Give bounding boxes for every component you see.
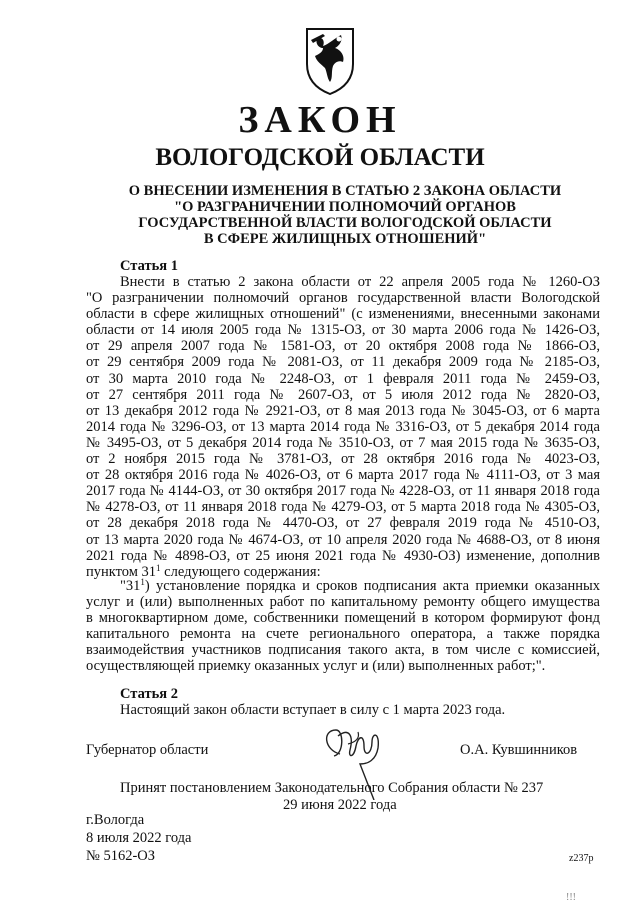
- heading-line: В СФЕРЕ ЖИЛИЩНЫХ ОТНОШЕНИЙ": [203, 231, 487, 247]
- quote-line: взаимодействия участников подписания такого акта, в том числе с комиссией,: [86, 642, 600, 659]
- heading-line: ГОСУДАРСТВЕННОЙ ВЛАСТИ ВОЛОГОДСКОЙ ОБЛАСТИ: [138, 215, 552, 231]
- article-1-line: от 27 сентября 2011 года № 2607-ОЗ, от 5 июля 2012 года № 2820-ОЗ,: [86, 386, 600, 403]
- adoption-line-2: 29 июня 2022 года: [283, 797, 397, 813]
- footer-number: № 5162-ОЗ: [86, 848, 156, 864]
- footer-city: г.Вологда: [86, 812, 145, 828]
- page-marker: !!!: [566, 892, 576, 903]
- article-1-line: от 30 марта 2010 года № 2248-ОЗ, от 1 февраля 2011 года № 2459-ОЗ,: [86, 370, 600, 387]
- article-1-line: 2014 года № 3296-ОЗ, от 13 марта 2014 года № 3316-ОЗ, от 5 декабря 2014 года: [86, 418, 600, 435]
- article-1-line: № 3495-ОЗ, от 5 декабря 2014 года № 3510-ОЗ, от 7 мая 2015 года № 3635-ОЗ,: [86, 434, 600, 451]
- quote-line: осуществляющей приемку оказанных услуг и (или) выполненных работ;".: [86, 658, 546, 675]
- governor-position: Губернатор области: [86, 742, 209, 758]
- article-2-text: Настоящий закон области вступает в силу с 1 марта 2023 года.: [120, 702, 506, 718]
- article-1-body: [86, 274, 600, 580]
- article-2-title: Статья 2: [120, 686, 178, 702]
- article-1-title: Статья 1: [120, 258, 178, 274]
- article-1-quote: [86, 578, 600, 675]
- quote-prefix: "31: [120, 578, 141, 594]
- article-1-line: № 4278-ОЗ, от 11 января 2018 года № 4279-ОЗ, от 5 марта 2018 года № 4305-ОЗ,: [86, 499, 600, 516]
- document-subtitle: ВОЛОГОДСКОЙ ОБЛАСТИ: [155, 144, 485, 171]
- footer-code: z237p: [569, 853, 594, 864]
- article-1-line: от 2 ноября 2015 года № 3781-ОЗ, от 28 октября 2016 года № 4023-ОЗ,: [86, 451, 600, 468]
- quote-superscript: 1: [140, 578, 145, 587]
- heading-line: О ВНЕСЕНИИ ИЗМЕНЕНИЯ В СТАТЬЮ 2 ЗАКОНА ОБЛАСТИ: [128, 183, 562, 199]
- article-1-line: области от 14 июля 2005 года № 1315-ОЗ, от 30 марта 2006 года № 1426-ОЗ,: [86, 322, 600, 339]
- article-1-line: от 28 декабря 2018 года № 4470-ОЗ, от 27 февраля 2019 года № 4510-ОЗ,: [86, 515, 600, 532]
- article-1-line: "О разграничении полномочий органов государственной власти Вологодской: [86, 290, 600, 307]
- article-1-line: от 29 апреля 2007 года № 1581-ОЗ, от 20 октября 2008 года № 1866-ОЗ,: [86, 338, 600, 355]
- final-line-superscript: 1: [156, 563, 161, 573]
- article-1-line: от 29 сентября 2009 года № 2081-ОЗ, от 11 декабря 2009 года № 2185-ОЗ,: [86, 354, 600, 371]
- article-1-line: от 13 декабря 2012 года № 2921-ОЗ, от 8 мая 2013 года № 3045-ОЗ, от 6 марта: [86, 402, 600, 419]
- heading-line: "О РАЗГРАНИЧЕНИИ ПОЛНОМОЧИЙ ОРГАНОВ: [174, 199, 516, 215]
- quote-line: услуг и (или) выполненных работ по капитальному ремонту общего имущества: [86, 594, 600, 611]
- final-line-suffix: следующего содержания:: [160, 563, 321, 580]
- adoption-line-1: Принят постановлением Законодательного Собрания области № 237: [120, 780, 544, 796]
- coat-of-arms-icon: [303, 26, 357, 96]
- article-1-line: от 13 марта 2020 года № 4674-ОЗ, от 10 апреля 2020 года № 4688-ОЗ, от 8 июня: [86, 531, 600, 548]
- article-1-line: области в сфере жилищных отношений" (с изменениями, внесенными законами: [86, 306, 600, 323]
- article-1-line: Внести в статью 2 закона области от 22 апреля 2005 года № 1260-ОЗ: [120, 274, 600, 290]
- article-1-line: 2017 года № 4144-ОЗ, от 30 октября 2017 года № 4228-ОЗ, от 11 января 2018 года: [86, 483, 600, 500]
- article-1-line: от 28 октября 2016 года № 4026-ОЗ, от 6 марта 2017 года № 4111-ОЗ, от 3 мая: [86, 467, 600, 484]
- quote-line: [86, 578, 600, 594]
- document-title: ЗАКОН: [238, 99, 402, 141]
- quote-suffix: ) установление порядка и сроков подписания акта приемки оказанных: [144, 578, 600, 594]
- final-line-prefix: пунктом 31: [86, 563, 157, 580]
- quote-line: в многоквартирном доме, собственники помещений в котором формируют фонд: [86, 610, 600, 627]
- law-heading: [100, 183, 590, 247]
- quote-line: капитального ремонта на счете регионального оператора, а также порядка: [86, 626, 600, 643]
- article-1-line: 2021 года № 4898-ОЗ, от 25 июня 2021 года № 4930-ОЗ) изменение, дополнив: [86, 547, 600, 564]
- footer-date: 8 июля 2022 года: [86, 830, 192, 846]
- governor-name: О.А. Кувшинников: [460, 742, 578, 758]
